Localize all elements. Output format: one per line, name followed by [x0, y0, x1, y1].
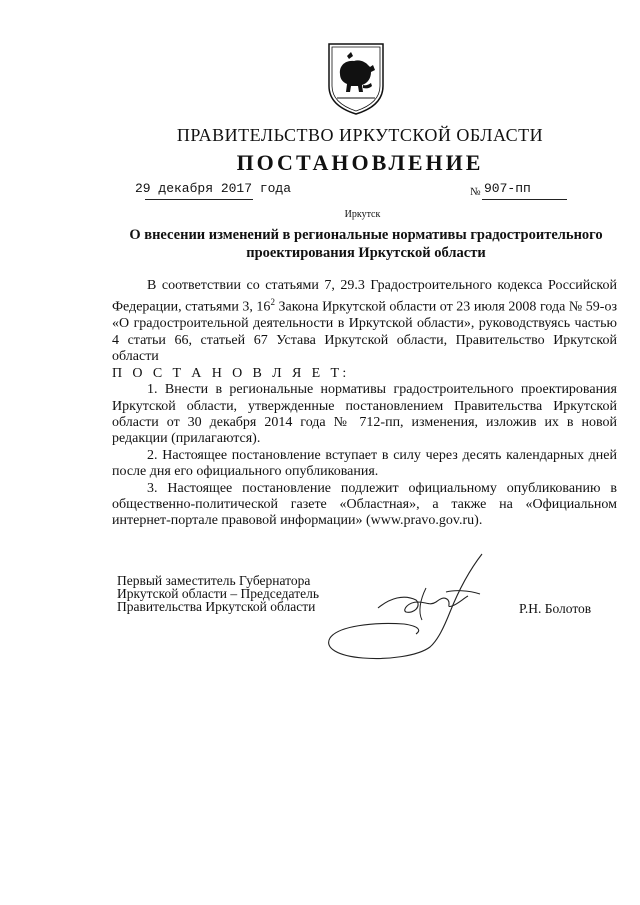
title-line: О внесении изменений в региональные нормативы градостроительного [129, 227, 603, 243]
preamble-text-continued: Закона Иркутской области от 23 июля 2008 года № 59-оз «О градостроительной деятельности в Иркутской области», руководствуясь частью 4 статьи 66, статьей 67 Устава Иркутской области, Правительство Иркутской области [112, 300, 618, 365]
document-title [112, 226, 620, 262]
document-number: 907-пп [484, 181, 531, 196]
superscript: 2 [270, 297, 275, 308]
handwritten-signature [318, 552, 518, 664]
number-underline [482, 199, 567, 200]
list-item: 3. Настоящее постановление подлежит официальному опубликованию в общественно-политической газете «Областная», а также на «Официальном интернет-портале правовой информации» (www.pravo.gov.ru). [112, 480, 617, 529]
document-date: 29 декабря 2017 года [135, 181, 292, 196]
city-name: Иркутск [344, 209, 381, 220]
coat-of-arms-icon [325, 40, 387, 116]
number-sign: № [470, 186, 481, 198]
list-item: 1. Внести в региональные нормативы градостроительного проектирования Иркутской области, утвержденные постановлением Правительства Иркутской области от 30 декабря 2014 года № 712-пп, изменения, изложив их в новой редакции (прилагаются). [112, 382, 617, 447]
government-name: ПРАВИТЕЛЬСТВО ИРКУТСКОЙ ОБЛАСТИ [176, 125, 544, 145]
list-item: 2. Настоящее постановление вступает в силу через десять календарных дней после дня его официального опубликования. [112, 447, 617, 480]
position-line: Первый заместитель Губернатора [117, 573, 311, 588]
document-body [112, 278, 617, 530]
date-underline [145, 199, 253, 200]
position-line: Правительства Иркутской области [117, 599, 316, 614]
title-line: проектирования Иркутской области [246, 245, 486, 261]
preamble-paragraph [112, 278, 617, 366]
position-line: Иркутской области – Председатель [117, 586, 319, 601]
document-type: ПОСТАНОВЛЕНИЕ [236, 150, 484, 175]
preamble-text: В соответствии со статьями 7, 29.3 Градостроительного кодекса Российской Федерации, статьями 3, 16 [112, 278, 617, 316]
resolves-heading: П О С Т А Н О В Л Я Е Т: [112, 365, 350, 381]
signatory-name: Р.Н. Болотов [519, 601, 592, 616]
